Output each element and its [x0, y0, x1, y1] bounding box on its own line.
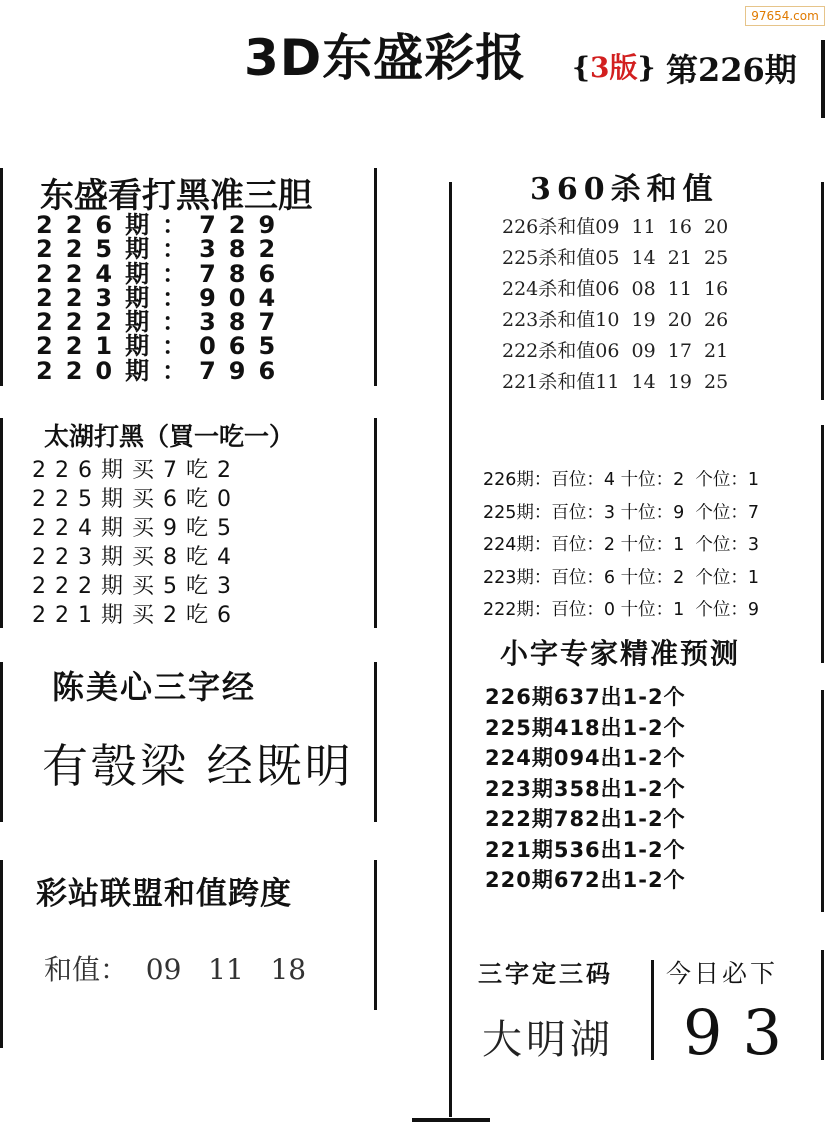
column-divider — [449, 182, 452, 1117]
taihu-row: 226期买7吃2 — [32, 458, 240, 483]
picks-inner — [485, 682, 805, 896]
pick-row: 220期672出1-2个 — [485, 868, 686, 892]
sum-kill-row: 221杀和值11 14 19 25 — [502, 371, 729, 393]
edition-close-brace: } — [637, 51, 656, 84]
rule-left-h — [374, 860, 377, 1010]
sum-kill-row: 224杀和值06 08 11 16 — [502, 278, 729, 300]
position-row: 222期：百位：0 十位：1 个位：9 — [483, 600, 759, 620]
sum-kill-row: 225杀和值05 14 21 25 — [502, 247, 729, 269]
expert-title: 小字专家精准预测 — [500, 637, 741, 670]
rule-left-c — [0, 418, 3, 628]
dongsheng-row: 222期：387 — [36, 308, 289, 337]
pick-row: 225期418出1-2个 — [485, 715, 686, 740]
pick-row: 224期094出1-2个 — [485, 746, 686, 770]
rule-right-c — [821, 690, 824, 912]
today-numbers: 93 — [683, 996, 802, 1069]
pick-row: 222期782出1-2个 — [485, 807, 686, 831]
today-divider — [651, 960, 654, 1060]
sum-kill-title-clip — [530, 172, 750, 207]
edition-open-brace: { — [572, 51, 591, 84]
taihu-row: 225期买6吃0 — [32, 487, 240, 512]
position-list — [483, 464, 823, 627]
taihu-row: 224期买9吃5 — [32, 516, 240, 541]
three-code-text: 大明湖 — [482, 1017, 614, 1063]
taihu-row: 223期买8吃4 — [32, 545, 240, 570]
rule-left-e — [0, 662, 3, 822]
position-row: 224期：百位：2 十位：1 个位：3 — [483, 535, 759, 555]
position-row: 223期：百位：6 十位：2 个位：1 — [483, 567, 759, 588]
sum-kill-title: 360杀和值 — [530, 172, 719, 207]
position-row: 226期：百位：4 十位：2 个位：1 — [483, 470, 759, 490]
sum-kill-list — [502, 212, 802, 398]
taihu-title: 太湖打黑（買一吃一） — [44, 422, 295, 451]
chen-verse: 有彀梁 经既明 — [42, 739, 354, 793]
dongsheng-row: 220期：796 — [36, 356, 289, 385]
taihu-list — [32, 456, 352, 630]
edition-label — [572, 48, 656, 88]
sum-kill-row: 226杀和值09 11 16 20 — [502, 216, 729, 238]
dongsheng-row: 226期：729 — [36, 211, 289, 239]
picks-list — [485, 685, 805, 908]
dongsheng-row: 225期：382 — [36, 235, 289, 264]
pick-row: 221期536出1-2个 — [485, 837, 686, 862]
alliance-sum-values: 和值： 09 11 18 — [44, 953, 307, 986]
dongsheng-row: 223期：904 — [36, 283, 289, 312]
today-title: 今日必下 — [666, 959, 779, 988]
dongsheng-row: 221期：065 — [36, 332, 289, 361]
rule-right-d — [821, 950, 824, 1060]
rule-left-f — [374, 662, 377, 822]
taihu-row: 221期买2吃6 — [32, 603, 240, 628]
edition-number: 3版 — [590, 51, 638, 84]
rule-left-g — [0, 860, 3, 1048]
dongsheng-title: 东盛看打黑准三胆 — [40, 176, 312, 216]
pick-row: 223期358出1-2个 — [485, 776, 686, 801]
header-right-rule — [821, 40, 825, 118]
dongsheng-list — [36, 213, 346, 383]
site-watermark: 97654.com — [745, 6, 825, 26]
dongsheng-row: 224期：786 — [36, 259, 289, 288]
sum-kill-row: 222杀和值06 09 17 21 — [502, 340, 729, 362]
chen-title: 陈美心三字经 — [52, 668, 257, 706]
alliance-title: 彩站联盟和值跨度 — [36, 876, 292, 912]
footer-base-rule — [412, 1118, 490, 1122]
position-row: 225期：百位：3 十位：9 个位：7 — [483, 502, 759, 523]
three-code-title: 三字定三码 — [478, 960, 613, 988]
issue-number: 第226期 — [666, 51, 797, 89]
rule-left-d — [374, 418, 377, 628]
rule-left-a — [0, 168, 3, 386]
taihu-row: 222期买5吃3 — [32, 574, 240, 599]
sum-kill-row: 223杀和值10 19 20 26 — [502, 309, 729, 331]
rule-right-a — [821, 182, 824, 400]
pick-row: 226期637出1-2个 — [485, 685, 686, 709]
paper-masthead: 3D东盛彩报 — [244, 29, 527, 87]
rule-left-b — [374, 168, 377, 386]
